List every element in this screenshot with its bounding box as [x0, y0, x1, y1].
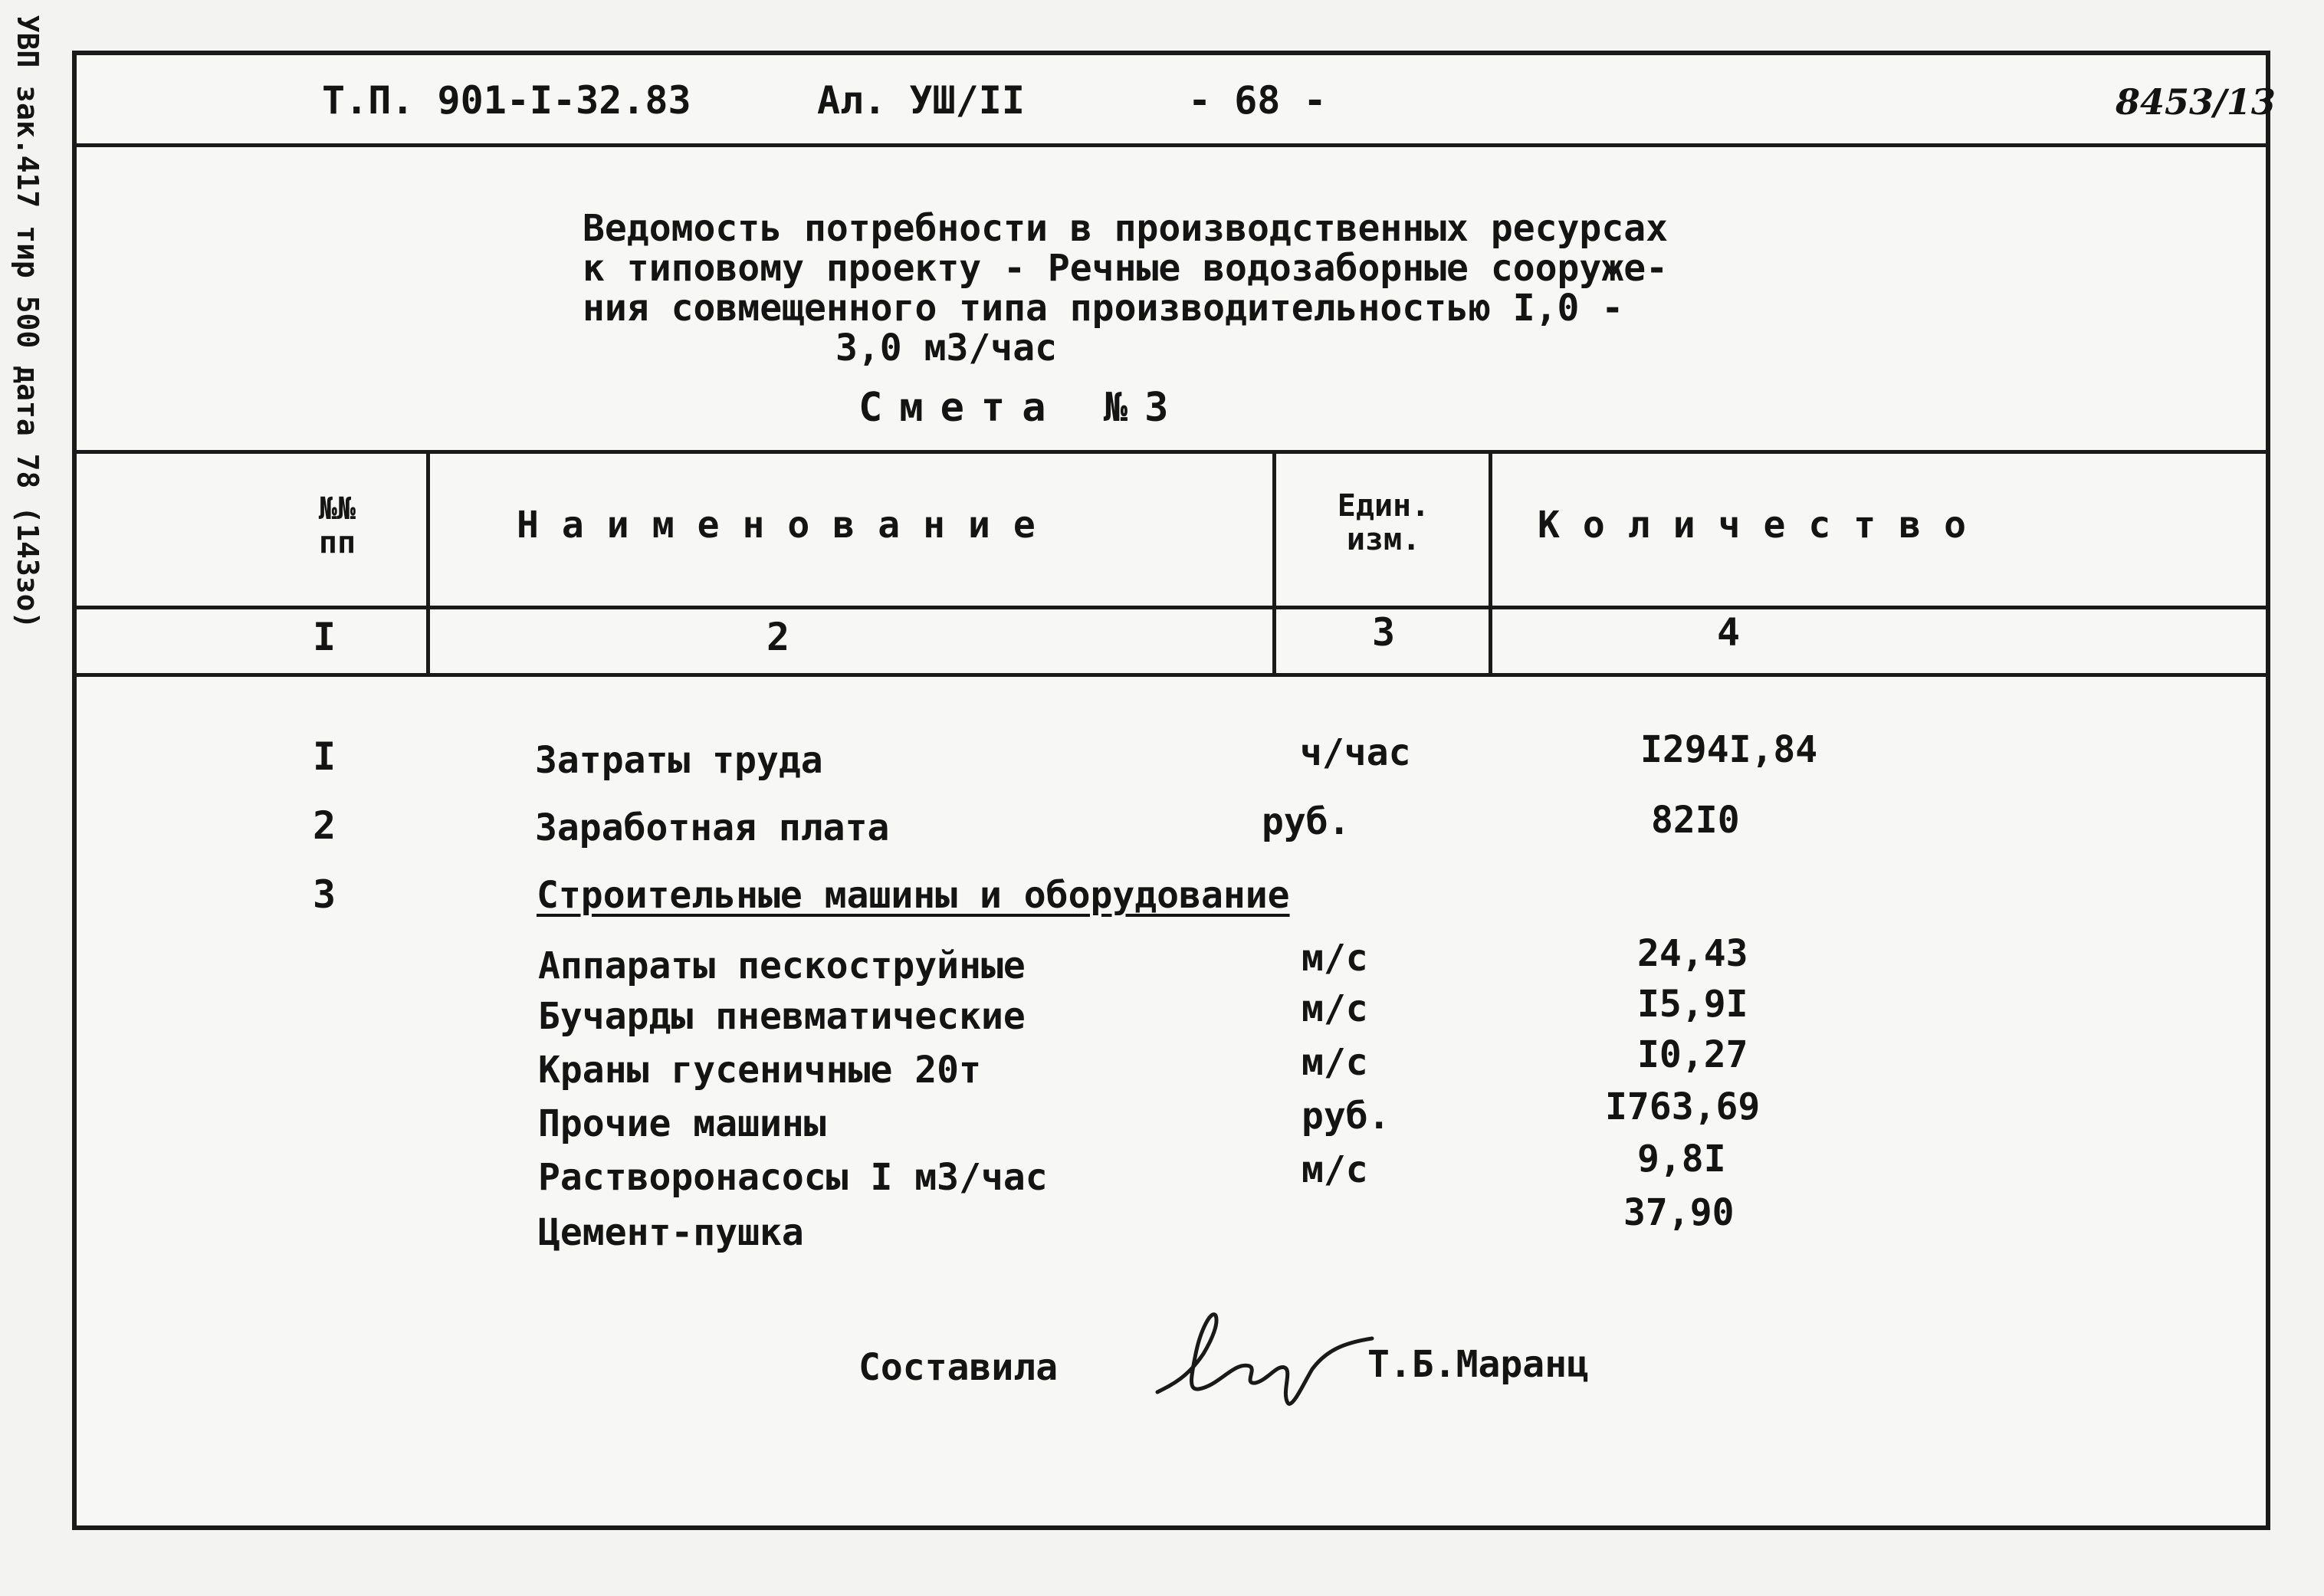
page-number: - 68 -: [1188, 78, 1327, 123]
row-1-qty: I294I,84: [1640, 728, 1818, 771]
row-8-name: Растворонасосы I м3/час: [538, 1156, 1048, 1199]
header-unit: [1315, 489, 1452, 557]
colnum-3: 3: [1372, 610, 1396, 655]
row-6-qty: I0,27: [1637, 1033, 1748, 1076]
table-top-line: [77, 450, 2266, 454]
compiled-label: Составила: [858, 1346, 1059, 1389]
column-numbers-bottom-line: [77, 673, 2266, 677]
header-unit-line-2: изм.: [1346, 522, 1421, 557]
colnum-2: 2: [766, 615, 790, 659]
row-4-name: Аппараты пескоструйные: [538, 944, 1026, 987]
row-6-unit: м/с: [1302, 1041, 1368, 1084]
row-9-qty: 37,90: [1623, 1191, 1735, 1234]
row-1-unit: ч/час: [1300, 731, 1411, 774]
header-unit-line-1: Един.: [1337, 488, 1430, 524]
row-8-qty: 9,8I: [1637, 1138, 1726, 1181]
row-1-num: I: [313, 734, 336, 779]
row-7-name: Прочие машины: [538, 1102, 826, 1145]
col-divider-1: [426, 450, 430, 677]
document-frame: [72, 51, 2276, 1530]
row-5-qty: I5,9I: [1637, 983, 1748, 1026]
title-line-2: к типовому проекту - Речные водозаборные сооруже-: [583, 247, 1669, 290]
row-7-qty: I763,69: [1605, 1085, 1761, 1128]
row-7-unit: руб.: [1302, 1095, 1390, 1138]
table-header-bottom-line: [77, 606, 2266, 609]
compiler-name: Т.Б.Маранц: [1367, 1343, 1589, 1386]
header-num-line-1: №№: [318, 491, 356, 527]
album-number: Ал. УШ/II: [817, 78, 1025, 123]
title-line-4: 3,0 м3/час: [835, 327, 1057, 369]
colnum-4: 4: [1717, 610, 1741, 655]
header-qty: Количество: [1538, 504, 1989, 547]
row-9-name: Цемент-пушка: [538, 1211, 804, 1254]
side-margin-stamp: [5, 15, 51, 629]
title-line-3: ния совмещенного типа производительностью I,0 -: [583, 287, 1624, 330]
estimate-subtitle: Смета №3: [858, 385, 1186, 431]
col-divider-3: [1489, 450, 1492, 677]
title-line-1: Ведомость потребности в производственных ресурсах: [583, 207, 1669, 250]
signature: [1142, 1300, 1387, 1415]
row-2-name: Заработная плата: [535, 806, 890, 849]
header-divider: [77, 143, 2266, 147]
row-4-unit: м/с: [1302, 937, 1368, 980]
row-2-unit: руб.: [1262, 800, 1351, 843]
row-3-name: Строительные машины и оборудование: [537, 874, 1290, 917]
header-num-line-2: пп: [318, 525, 356, 560]
row-6-name: Краны гусеничные 20т: [538, 1049, 981, 1092]
doc-code: Т.П. 901-I-32.83: [322, 78, 691, 123]
row-5-name: Бучарды пневматические: [538, 995, 1026, 1038]
header-num: [284, 492, 391, 560]
col-divider-2: [1272, 450, 1276, 677]
row-8-unit: м/с: [1302, 1148, 1368, 1191]
header-name: Наименование: [517, 504, 1059, 547]
row-1-name: Затраты труда: [535, 739, 823, 782]
side-stamp-text: УВП зак.417 тир 500 дата 78 (143зо): [11, 15, 44, 629]
row-2-qty: 82I0: [1651, 799, 1740, 842]
row-3-num: 3: [313, 872, 336, 917]
row-2-num: 2: [313, 803, 336, 848]
colnum-1: I: [313, 615, 336, 659]
sheet-number: 8453/13: [2116, 81, 2276, 123]
row-4-qty: 24,43: [1637, 932, 1748, 975]
row-5-unit: м/с: [1302, 987, 1368, 1030]
